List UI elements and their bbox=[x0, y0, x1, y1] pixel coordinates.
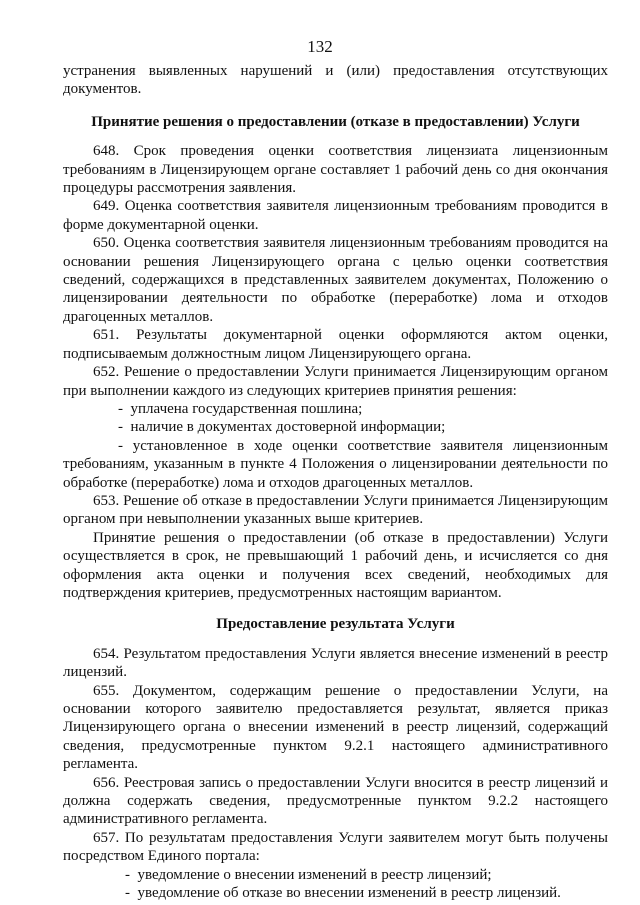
results-item: - уведомление об отказе во внесении изменений в реестр лицензий. bbox=[125, 884, 608, 902]
paragraph-652: 652. Решение о предоставлении Услуги принимается Лицензирующим органом при выполнении каждого из следующих критериев принятия решения: bbox=[63, 364, 608, 399]
criteria-list bbox=[63, 400, 608, 437]
paragraph-650: 650. Оценка соответствия заявителя лицензионным требованиям проводится на основании решения Лицензирующего органа с целью оценки соответствия сведений, содержащихся в представленных заявителем документах, Положению о лицензировании деятельности по обработке (переработке) лома и отходов драгоценных металлов. bbox=[63, 235, 608, 325]
criteria-item: - наличие в документах достоверной информации; bbox=[118, 418, 608, 436]
criteria-item: - уплачена государственная пошлина; bbox=[118, 400, 608, 418]
paragraph-649: 649. Оценка соответствия заявителя лицензионным требованиям проводится в форме документарной оценки. bbox=[63, 198, 608, 233]
paragraph-648: 648. Срок проведения оценки соответствия лицензиата лицензионным требованиям в Лицензирующем органе составляет 1 рабочий день со дня окончания процедуры рассмотрения заявления. bbox=[63, 143, 608, 197]
paragraph-654: 654. Результатом предоставления Услуги является внесение изменений в реестр лицензий. bbox=[63, 645, 608, 681]
page-content bbox=[63, 62, 608, 902]
results-item: - уведомление о внесении изменений в реестр лицензий; bbox=[125, 866, 608, 884]
paragraph-651: 651. Результаты документарной оценки оформляются актом оценки, подписываемым должностным лицом Лицензирующего органа. bbox=[63, 327, 608, 362]
paragraph-656: 656. Реестровая запись о предоставлении Услуги вносится в реестр лицензий и должна содержать сведения, предусмотренные пунктом 9.2.2 настоящего административного регламента. bbox=[63, 774, 608, 828]
paragraph-decision-term: Принятие решения о предоставлении (об отказе в предоставлении) Услуги осуществляется в срок, не превышающий 1 рабочий день, и исчисляется со дня оформления акта оценки и получения всех сведений, необходимых для подтверждения критериев, предусмотренных настоящим вариантом. bbox=[63, 529, 608, 601]
paragraph-655: 655. Документом, содержащим решение о предоставлении Услуги, на основании которого заявителю предоставляется результат, является приказ Лицензирующего органа о внесении изменений в реестр лицензий, содержащий сведения, предусмотренные пунктом 9.2.1 настоящего административного регламента. bbox=[63, 682, 608, 773]
section-heading-decision: Принятие решения о предоставлении (отказе в предоставлении) Услуги bbox=[91, 113, 580, 130]
paragraph-657: 657. По результатам предоставления Услуги заявителем могут быть получены посредством Единого портала: bbox=[63, 829, 608, 865]
section-heading-result: Предоставление результата Услуги bbox=[216, 616, 455, 633]
results-list bbox=[63, 866, 608, 903]
continuation-paragraph: устранения выявленных нарушений и (или) предоставления отсутствующих документов. bbox=[63, 63, 608, 98]
criteria-item-extended: - установленное в ходе оценки соответствие заявителя лицензионным требованиям, указанным в пункте 4 Положения о лицензировании деятельности по обработке (переработке) лома и отходов драгоценных металлов. bbox=[63, 437, 608, 491]
page-number: 132 bbox=[307, 37, 333, 56]
paragraph-653: 653. Решение об отказе в предоставлении Услуги принимается Лицензирующим органом при невыполнении указанных выше критериев. bbox=[63, 492, 608, 528]
